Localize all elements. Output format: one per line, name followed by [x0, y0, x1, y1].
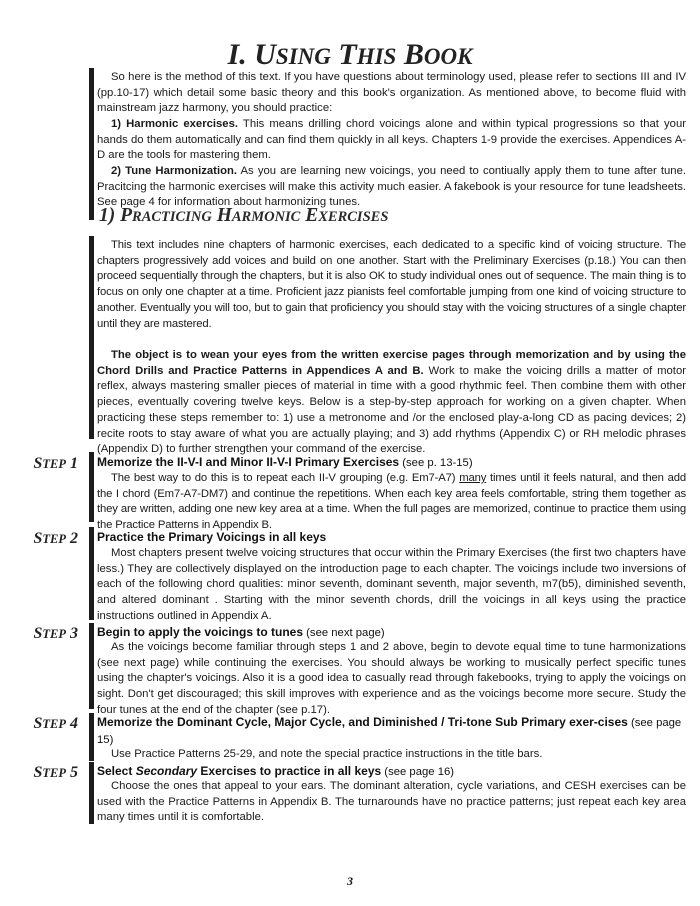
step-1-heading: Memorize the II-V-I and Minor II-V-I Primary Exercises (see p. 13-15) — [97, 455, 473, 469]
step-3-label: STEP 3 — [33, 625, 78, 642]
step-1-label: STEP 1 — [33, 455, 78, 472]
margin-bar-practice — [89, 236, 94, 439]
harmonic-exercises-label: 1) Harmonic exercises. — [111, 118, 239, 130]
practice-paragraph: This text includes nine chapters of harmonic exercises, each dedicated to a specific kind of voicing structure. The chapters progressively add voices and build on one another. Start with the Preliminary Exercises (p.18.) You can then proceed sequentially through the chapters, but it is also OK to study individual ones out of sequence. The main thing is to focus on only one chapter at a time. Proficient jazz pianists feel comfortable jumping from one kind of voicing structure to another. Eventually you will too, but to gain that proficiency you should stay with the voicing structures of a single chapter until they are mastered. — [97, 239, 686, 330]
step-3-body: As the voicings become familiar through steps 1 and 2 above, begin to devote equal time to tune harmonizations (see next page) while continuing the exercises. You should always be working to musically perfect specific tunes using the chapter's voicings. Also it is a good idea to casually read through fakebooks, trying to apply the voicings on sight. Don't get discouraged; this skill improves with experience and as the voicings become more secure. Study the four tunes at the end of the chapter (see p.17). — [97, 641, 686, 716]
margin-bar-step-5 — [89, 762, 94, 824]
step-4-heading: Memorize the Dominant Cycle, Major Cycle, and Diminished / Tri-tone Sub Primary exer-cises (see page 15) — [97, 715, 682, 746]
harmonic-exercises-paragraph: 1) Harmonic exercises. This means drilling chord voicings alone and within typical progressions so that your hands do them automatically and can find them quickly in all keys. Chapters 1-9 provide the exercises. Appendices A-D are the tools for mastering them. — [97, 118, 686, 162]
section-heading: 1) PRACTICING HARMONIC EXERCISES — [99, 205, 389, 226]
step-1-body: The best way to do this is to repeat each II-V grouping (e.g. Em7-A7) many times until it feels natural, and then add the I chord (Em7-A7-DM7) and continue the repetitions. When each key area feels comfortable, string them together as they are written, adding one new key area at a time. When the full pages are memorized, continue to practice them using the Practice Patterns in Appendix B. — [97, 472, 687, 532]
page-number: 3 — [347, 874, 353, 888]
tune-harmonization-label: 2) Tune Harmonization. — [111, 165, 238, 177]
margin-bar-step-1 — [89, 452, 94, 522]
margin-bar-step-2 — [89, 527, 94, 620]
step-4-label: STEP 4 — [33, 715, 78, 732]
step-2-label: STEP 2 — [33, 530, 78, 547]
step-2-heading: Practice the Primary Voicings in all keys — [97, 530, 327, 544]
step-4-body: Use Practice Patterns 25-29, and note the special practice instructions in the title bars. — [111, 748, 543, 760]
step-3-heading: Begin to apply the voicings to tunes (see next page) — [97, 625, 385, 639]
tune-harmonization-paragraph: 2) Tune Harmonization. As you are learning new voicings, you need to contiually apply them to tune after tune. Pracitcing the harmonic exercises will make this activity much easier. A fakebook is your resource for tune leadsheets. See page 4 for information about harmonizing tunes. — [97, 165, 686, 209]
margin-bar-intro — [89, 68, 94, 220]
step-5-heading: Select Secondary Exercises to practice in all keys (see page 16) — [97, 764, 455, 778]
margin-bar-step-4 — [89, 713, 94, 761]
step-5-body: Choose the ones that appeal to your ears. The dominant alteration, cycle variations, and CESH exercises can be used with the Practice Patterns in Appendix B. The turnarounds have no practice patterns; just repeat each key area many times until it is comfortable. — [97, 780, 686, 824]
page-title: I. USING THIS BOOK — [227, 38, 473, 71]
step-5-label: STEP 5 — [33, 764, 78, 781]
intro-paragraph: So here is the method of this text. If you have questions about terminology used, please refer to sections III and IV (pp.10-17) which detail some basic theory and this book's organization. As mentioned above, to become fluid with mainstream jazz harmony, you should practice: — [97, 71, 686, 115]
margin-bar-step-3 — [89, 623, 94, 709]
objective-paragraph: The object is to wean your eyes from the written exercise pages through memorization and by using the Chord Drills and Practice Patterns in Appendices A and B. Work to make the voicing drills a matter of motor reflex, always mastering smaller pieces of material in time with a good rhythmic feel. Then combine them with other pieces, eventually covering twelve keys. Below is a step-by-step approach for working on a given chapter. When practicing these steps remember to: 1) use a metronome and /or the enclosed play-a-long CD as pacing devices; 2) recite roots to stay aware of what you are actually playing; and 3) add rhythms (Appendix C) or RH melodic phrases (Appendix D) to further strengthen your command of the exercise. — [97, 349, 686, 456]
step-2-body: Most chapters present twelve voicing structures that occur within the Primary Exercises (the first two chapters have less.) They are collectively displayed on the introduction page to each chapter. The voicings include two inversions of each of the following chord qualities: minor seventh, dominant seventh, major seventh, m7(b5), diminished seventh, and altered dominant . Starting with the minor seventh chords, drill the voicings in all keys using the practice instructions outlined in Appendix A. — [97, 547, 686, 622]
